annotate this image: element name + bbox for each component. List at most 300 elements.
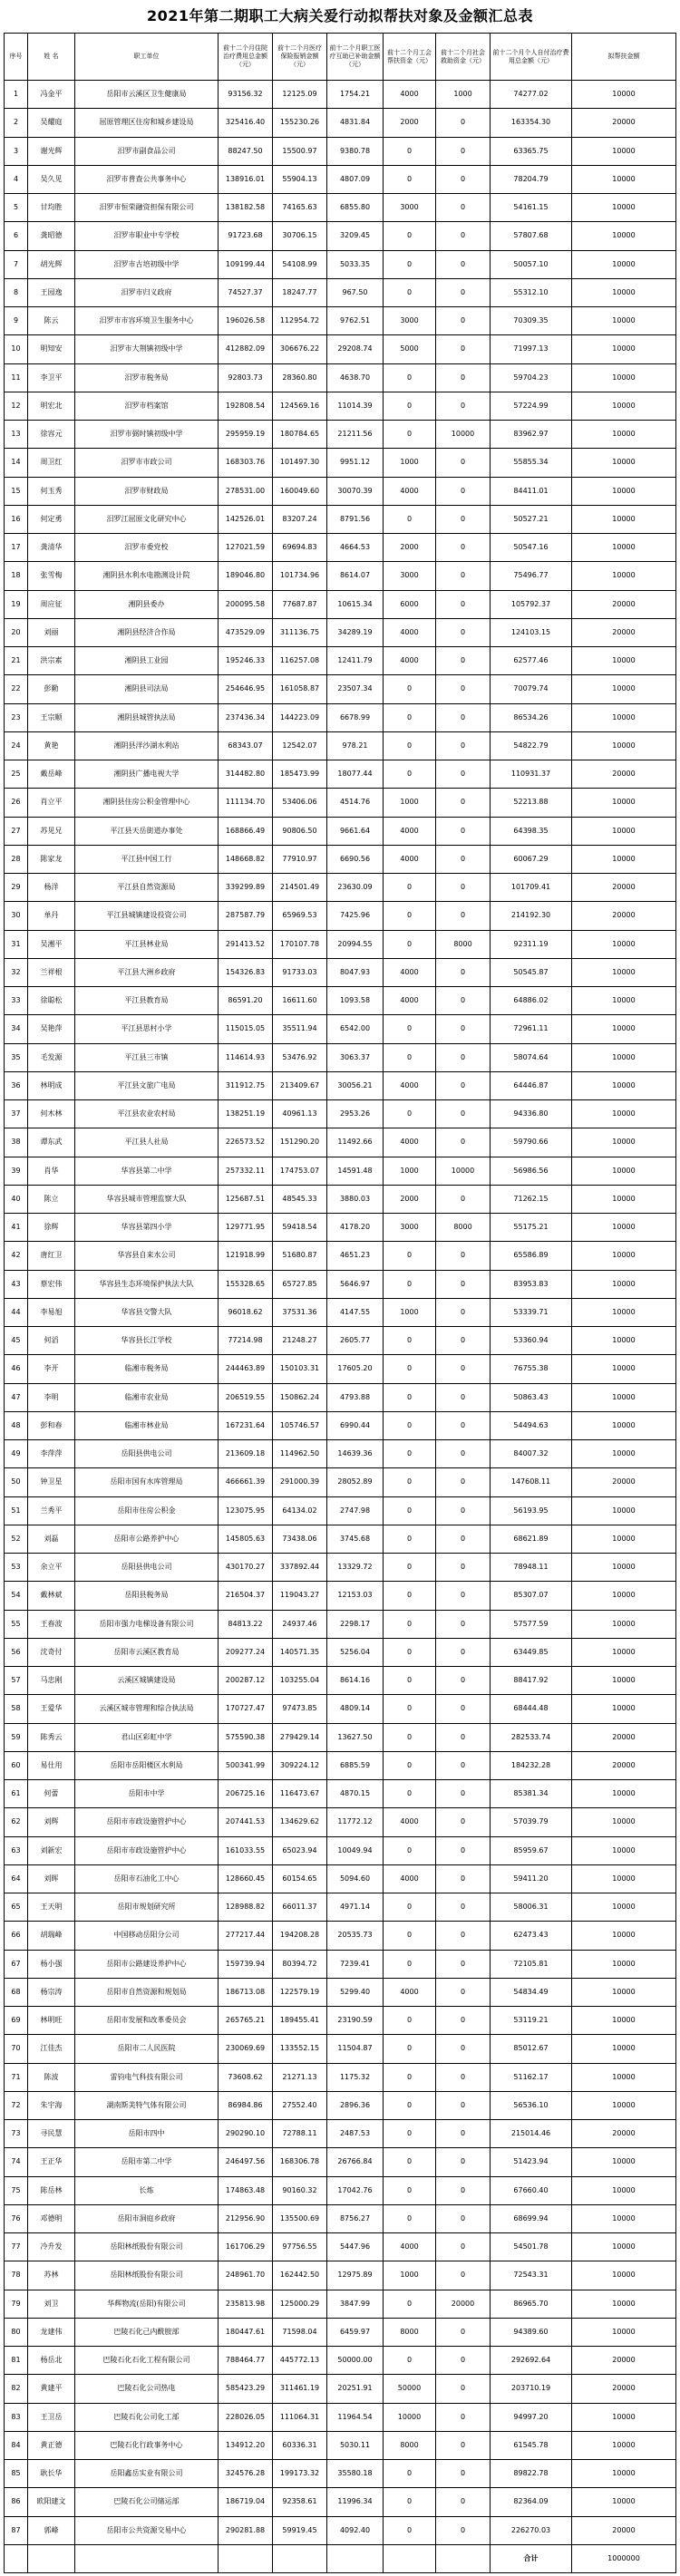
cell-index: 61 [5, 1780, 28, 1808]
cell-index: 3 [5, 138, 28, 166]
cell-index: 85 [5, 2460, 28, 2488]
cell-unit: 巴陵石化行政事务中心 [75, 2432, 219, 2460]
cell-insurance-reimbursed: 144223.09 [273, 704, 327, 732]
cell-self-paid: 64446.87 [491, 1072, 572, 1100]
cell-mutual-aid: 10049.94 [327, 1837, 384, 1865]
cell-social-aid: 0 [436, 2120, 491, 2148]
cell-insurance-reimbursed: 170107.78 [273, 931, 327, 959]
cell-hospital-total: 265765.21 [219, 2007, 273, 2035]
cell-insurance-reimbursed: 114962.50 [273, 1440, 327, 1468]
cell-union-aid: 0 [384, 1893, 436, 1922]
cell-mutual-aid: 1093.58 [327, 987, 384, 1015]
cell-insurance-reimbursed: 90160.32 [273, 2177, 327, 2205]
cell-self-paid: 84411.01 [491, 478, 572, 506]
cell-insurance-reimbursed: 214501.49 [273, 874, 327, 902]
cell-proposed-aid: 10000 [572, 1242, 676, 1270]
cell-self-paid: 64398.35 [491, 818, 572, 846]
cell-insurance-reimbursed: 24937.46 [273, 1611, 327, 1639]
cell-index: 1 [5, 81, 28, 109]
cell-proposed-aid: 10000 [572, 534, 676, 562]
cell-index: 45 [5, 1327, 28, 1355]
cell-self-paid: 94336.80 [491, 1100, 572, 1128]
cell-name: 邓德明 [28, 2205, 75, 2233]
cell-name: 杨岳北 [28, 2347, 75, 2375]
cell-social-aid: 0 [436, 704, 491, 732]
cell-name: 陈家龙 [28, 846, 75, 874]
cell-hospital-total: 121918.99 [219, 1242, 273, 1270]
cell-proposed-aid: 20000 [572, 591, 676, 619]
cell-proposed-aid: 10000 [572, 1044, 676, 1072]
cell-name: 陈立 [28, 1186, 75, 1214]
cell-proposed-aid: 10000 [572, 1893, 676, 1922]
cell-unit: 岳阳市云溪区教育局 [75, 1639, 219, 1667]
cell-index: 15 [5, 478, 28, 506]
cell-social-aid: 0 [436, 874, 491, 902]
cell-union-aid: 4000 [384, 2233, 436, 2261]
cell-social-aid: 0 [436, 2404, 491, 2432]
cell-mutual-aid: 17605.20 [327, 1355, 384, 1383]
cell-insurance-reimbursed: 122579.19 [273, 1979, 327, 2007]
cell-mutual-aid: 30070.39 [327, 478, 384, 506]
cell-proposed-aid: 10000 [572, 1072, 676, 1100]
cell-proposed-aid: 10000 [572, 194, 676, 222]
cell-mutual-aid: 4147.55 [327, 1299, 384, 1327]
cell-insurance-reimbursed: 199173.32 [273, 2460, 327, 2488]
cell-insurance-reimbursed: 77910.97 [273, 846, 327, 874]
table-row [5, 732, 676, 760]
table-row [5, 1582, 676, 1610]
cell-index: 28 [5, 846, 28, 874]
cell-proposed-aid: 10000 [572, 2432, 676, 2460]
cell-union-aid: 50000 [384, 2375, 436, 2403]
cell-self-paid: 68699.94 [491, 2205, 572, 2233]
cell-index: 42 [5, 1242, 28, 1270]
table-row [5, 251, 676, 279]
total-empty-cell [327, 2545, 384, 2573]
cell-proposed-aid: 10000 [572, 1667, 676, 1695]
cell-proposed-aid: 10000 [572, 704, 676, 732]
cell-social-aid: 0 [436, 1865, 491, 1893]
cell-hospital-total: 138251.19 [219, 1100, 273, 1128]
table-row [5, 846, 676, 874]
table-row [5, 279, 676, 307]
cell-self-paid: 68621.89 [491, 1525, 572, 1554]
cell-name: 钟卫星 [28, 1468, 75, 1496]
cell-hospital-total: 109199.44 [219, 251, 273, 279]
table-row [5, 1299, 676, 1327]
cell-self-paid: 59411.20 [491, 1865, 572, 1893]
table-row [5, 1752, 676, 1780]
cell-hospital-total: 500341.99 [219, 1752, 273, 1780]
cell-proposed-aid: 10000 [572, 2177, 676, 2205]
table-row [5, 619, 676, 647]
table-row [5, 2233, 676, 2261]
cell-social-aid: 0 [436, 1525, 491, 1554]
cell-insurance-reimbursed: 111064.31 [273, 2404, 327, 2432]
cell-name: 周应征 [28, 591, 75, 619]
cell-unit: 岳阳林纸股份有限公司 [75, 2261, 219, 2290]
cell-name: 洪宗素 [28, 647, 75, 675]
cell-proposed-aid: 10000 [572, 1440, 676, 1468]
cell-proposed-aid: 10000 [572, 2064, 676, 2092]
cell-name: 黄艳 [28, 732, 75, 760]
cell-name: 李萍萍 [28, 1440, 75, 1468]
cell-hospital-total: 127021.59 [219, 534, 273, 562]
cell-proposed-aid: 10000 [572, 2319, 676, 2347]
cell-proposed-aid: 10000 [572, 2233, 676, 2261]
cell-social-aid: 10000 [436, 421, 491, 449]
table-row [5, 2517, 676, 2545]
cell-index: 51 [5, 1497, 28, 1525]
cell-insurance-reimbursed: 105746.57 [273, 1412, 327, 1440]
cell-name: 林明旺 [28, 2007, 75, 2035]
cell-hospital-total: 196026.58 [219, 307, 273, 335]
cell-self-paid: 85307.07 [491, 1582, 572, 1610]
cell-self-paid: 78204.79 [491, 166, 572, 194]
table-row [5, 166, 676, 194]
cell-social-aid: 0 [436, 1951, 491, 1979]
cell-social-aid: 0 [436, 1780, 491, 1808]
cell-index: 48 [5, 1412, 28, 1440]
cell-hospital-total: 186719.04 [219, 2488, 273, 2516]
total-empty-cell [5, 2545, 28, 2573]
table-row [5, 818, 676, 846]
header-unit: 职工单位 [75, 34, 219, 81]
cell-name: 杨洋 [28, 874, 75, 902]
cell-proposed-aid: 10000 [572, 2460, 676, 2488]
cell-insurance-reimbursed: 15500.97 [273, 138, 327, 166]
cell-name: 吴久见 [28, 166, 75, 194]
table-row [5, 1837, 676, 1865]
cell-social-aid: 0 [436, 1554, 491, 1582]
cell-social-aid: 0 [436, 1384, 491, 1412]
cell-proposed-aid: 10000 [572, 335, 676, 363]
cell-unit: 湘阴县经济合作局 [75, 619, 219, 647]
table-row [5, 562, 676, 590]
cell-proposed-aid: 10000 [572, 675, 676, 703]
cell-self-paid: 54834.49 [491, 1979, 572, 2007]
cell-mutual-aid: 4971.14 [327, 1893, 384, 1922]
cell-social-aid: 0 [436, 2261, 491, 2290]
cell-index: 66 [5, 1922, 28, 1950]
cell-name: 肖立平 [28, 789, 75, 817]
cell-unit: 汨罗市税务局 [75, 364, 219, 392]
cell-union-aid: 0 [384, 1384, 436, 1412]
cell-proposed-aid: 10000 [572, 1157, 676, 1186]
cell-mutual-aid: 3880.03 [327, 1186, 384, 1214]
cell-name: 刘丽 [28, 619, 75, 647]
cell-hospital-total: 84813.22 [219, 1611, 273, 1639]
cell-union-aid: 0 [384, 675, 436, 703]
cell-insurance-reimbursed: 90806.50 [273, 818, 327, 846]
header-self-paid: 前十二个月个人自付治疗费用总金额（元） [491, 34, 572, 81]
cell-unit: 巴陵石化己内酰胺部 [75, 2319, 219, 2347]
cell-name: 彭勤 [28, 675, 75, 703]
cell-proposed-aid: 10000 [572, 1554, 676, 1582]
cell-insurance-reimbursed: 27552.40 [273, 2092, 327, 2120]
cell-self-paid: 83962.97 [491, 421, 572, 449]
header-proposed-aid: 拟帮扶金额 [572, 34, 676, 81]
cell-unit: 湘阴县司法局 [75, 675, 219, 703]
cell-self-paid: 71262.15 [491, 1186, 572, 1214]
cell-social-aid: 0 [436, 1327, 491, 1355]
cell-proposed-aid: 10000 [572, 2261, 676, 2290]
cell-unit: 岳阳市中学 [75, 1780, 219, 1808]
cell-mutual-aid: 13627.50 [327, 1724, 384, 1752]
cell-hospital-total: 257332.11 [219, 1157, 273, 1186]
cell-union-aid: 3000 [384, 562, 436, 590]
cell-name: 王春波 [28, 1611, 75, 1639]
cell-self-paid: 50057.10 [491, 251, 572, 279]
cell-insurance-reimbursed: 337892.44 [273, 1554, 327, 1582]
cell-self-paid: 292692.64 [491, 2347, 572, 2375]
cell-self-paid: 57039.79 [491, 1808, 572, 1836]
cell-self-paid: 147608.11 [491, 1468, 572, 1496]
cell-index: 62 [5, 1808, 28, 1836]
cell-unit: 平江县农业农村局 [75, 1100, 219, 1128]
cell-mutual-aid: 9380.78 [327, 138, 384, 166]
cell-proposed-aid: 10000 [572, 1979, 676, 2007]
cell-insurance-reimbursed: 60154.65 [273, 1865, 327, 1893]
cell-unit: 平江县文旅广电局 [75, 1072, 219, 1100]
cell-proposed-aid: 10000 [572, 2148, 676, 2176]
cell-unit: 岳阳县供电公司 [75, 1554, 219, 1582]
table-row [5, 1667, 676, 1695]
cell-index: 40 [5, 1186, 28, 1214]
cell-name: 何滔 [28, 1327, 75, 1355]
cell-mutual-aid: 14639.36 [327, 1440, 384, 1468]
cell-self-paid: 62577.46 [491, 647, 572, 675]
cell-unit: 汨罗市委党校 [75, 534, 219, 562]
cell-hospital-total: 206725.16 [219, 1780, 273, 1808]
cell-insurance-reimbursed: 55904.13 [273, 166, 327, 194]
cell-union-aid: 0 [384, 874, 436, 902]
page-title: 2021年第二期职工大病关爱行动拟帮扶对象及金额汇总表 [146, 7, 534, 24]
cell-name: 苏林 [28, 2261, 75, 2290]
table-row [5, 647, 676, 675]
cell-insurance-reimbursed: 77687.87 [273, 591, 327, 619]
cell-unit: 平江县天岳街道办事处 [75, 818, 219, 846]
cell-union-aid: 4000 [384, 1072, 436, 1100]
cell-hospital-total: 226573.52 [219, 1128, 273, 1157]
cell-mutual-aid: 8614.07 [327, 562, 384, 590]
cell-social-aid: 0 [436, 1979, 491, 2007]
cell-self-paid: 56536.10 [491, 2092, 572, 2120]
table-row [5, 1440, 676, 1468]
cell-index: 8 [5, 279, 28, 307]
cell-union-aid: 0 [384, 166, 436, 194]
cell-unit: 汨罗市恒荣融资担保有限公司 [75, 194, 219, 222]
cell-insurance-reimbursed: 135500.69 [273, 2205, 327, 2233]
cell-unit: 汨罗市财政局 [75, 478, 219, 506]
cell-insurance-reimbursed: 185473.99 [273, 760, 327, 789]
cell-union-aid: 0 [384, 1667, 436, 1695]
cell-index: 27 [5, 818, 28, 846]
cell-hospital-total: 788464.77 [219, 2347, 273, 2375]
cell-hospital-total: 192808.54 [219, 392, 273, 421]
cell-insurance-reimbursed: 306676.22 [273, 335, 327, 363]
cell-unit: 华容县交警大队 [75, 1299, 219, 1327]
cell-hospital-total: 68343.07 [219, 732, 273, 760]
table-body [5, 81, 676, 2545]
cell-index: 84 [5, 2432, 28, 2460]
cell-insurance-reimbursed: 445772.13 [273, 2347, 327, 2375]
table-row [5, 1554, 676, 1582]
cell-social-aid: 0 [436, 2488, 491, 2516]
cell-self-paid: 55855.34 [491, 449, 572, 477]
cell-index: 25 [5, 760, 28, 789]
cell-proposed-aid: 10000 [572, 1865, 676, 1893]
cell-insurance-reimbursed: 103255.04 [273, 1667, 327, 1695]
cell-proposed-aid: 10000 [572, 1327, 676, 1355]
cell-self-paid: 51162.17 [491, 2064, 572, 2092]
cell-name: 徐聪松 [28, 987, 75, 1015]
cell-self-paid: 50545.87 [491, 959, 572, 987]
cell-social-aid: 0 [436, 392, 491, 421]
cell-name: 陈云 [28, 307, 75, 335]
table-row [5, 1893, 676, 1922]
cell-unit: 平江县人社局 [75, 1128, 219, 1157]
cell-insurance-reimbursed: 74165.63 [273, 194, 327, 222]
cell-hospital-total: 230069.69 [219, 2035, 273, 2063]
table-row [5, 1497, 676, 1525]
table-row [5, 2347, 676, 2375]
cell-unit: 平江县思村小学 [75, 1015, 219, 1043]
cell-proposed-aid: 10000 [572, 2404, 676, 2432]
cell-union-aid: 8000 [384, 2432, 436, 2460]
header-name: 姓 名 [28, 34, 75, 81]
cell-index: 49 [5, 1440, 28, 1468]
table-row [5, 1271, 676, 1299]
cell-hospital-total: 237436.34 [219, 704, 273, 732]
cell-insurance-reimbursed: 124569.16 [273, 392, 327, 421]
cell-union-aid: 0 [384, 1440, 436, 1468]
cell-index: 35 [5, 1044, 28, 1072]
cell-unit: 巴陵石化公司化工部 [75, 2404, 219, 2432]
cell-insurance-reimbursed: 160049.60 [273, 478, 327, 506]
cell-insurance-reimbursed: 311461.19 [273, 2375, 327, 2403]
cell-proposed-aid: 10000 [572, 931, 676, 959]
cell-mutual-aid: 13329.72 [327, 1554, 384, 1582]
cell-union-aid: 0 [384, 1525, 436, 1554]
table-row [5, 1015, 676, 1043]
table-row [5, 2035, 676, 2063]
cell-social-aid: 0 [436, 818, 491, 846]
cell-social-aid: 0 [436, 1015, 491, 1043]
table-row [5, 1780, 676, 1808]
cell-social-aid: 0 [436, 109, 491, 137]
cell-union-aid: 5000 [384, 335, 436, 363]
table-row [5, 1865, 676, 1893]
cell-name: 王卫岳 [28, 2404, 75, 2432]
cell-social-aid: 0 [436, 194, 491, 222]
cell-mutual-aid: 4870.15 [327, 1780, 384, 1808]
cell-hospital-total: 254646.95 [219, 675, 273, 703]
cell-index: 58 [5, 1695, 28, 1723]
cell-social-aid: 0 [436, 2233, 491, 2261]
cell-mutual-aid: 9661.64 [327, 818, 384, 846]
cell-hospital-total: 138182.58 [219, 194, 273, 222]
cell-unit: 临湘市税务局 [75, 1355, 219, 1383]
header-hospital-total: 前十二个月住院治疗费用总金额（元） [219, 34, 273, 81]
cell-unit: 汨罗市古培初级中学 [75, 251, 219, 279]
cell-union-aid: 0 [384, 392, 436, 421]
cell-self-paid: 55175.21 [491, 1214, 572, 1242]
cell-hospital-total: 209277.24 [219, 1639, 273, 1667]
cell-unit: 巴陵石化公司热电 [75, 2375, 219, 2403]
cell-unit: 湘阴县洋沙湖水利站 [75, 732, 219, 760]
cell-social-aid: 0 [436, 1497, 491, 1525]
cell-social-aid: 0 [436, 222, 491, 250]
cell-name: 徐辉 [28, 1214, 75, 1242]
cell-proposed-aid: 10000 [572, 1384, 676, 1412]
table-row [5, 1808, 676, 1836]
cell-unit: 平江县大洲乡政府 [75, 959, 219, 987]
cell-hospital-total: 339299.89 [219, 874, 273, 902]
cell-insurance-reimbursed: 116257.08 [273, 647, 327, 675]
cell-mutual-aid: 4809.14 [327, 1695, 384, 1723]
cell-name: 杨宗涛 [28, 1979, 75, 2007]
cell-name: 李开 [28, 1355, 75, 1383]
table-row [5, 704, 676, 732]
cell-name: 何玉秀 [28, 478, 75, 506]
cell-name: 兰祥根 [28, 959, 75, 987]
cell-hospital-total: 142526.01 [219, 506, 273, 534]
cell-insurance-reimbursed: 162442.50 [273, 2261, 327, 2290]
cell-social-aid: 0 [436, 732, 491, 760]
cell-union-aid: 2000 [384, 1186, 436, 1214]
cell-index: 23 [5, 704, 28, 732]
cell-self-paid: 67660.40 [491, 2177, 572, 2205]
cell-hospital-total: 246497.56 [219, 2148, 273, 2176]
cell-index: 22 [5, 675, 28, 703]
cell-proposed-aid: 10000 [572, 1299, 676, 1327]
table-row [5, 760, 676, 789]
cell-index: 81 [5, 2347, 28, 2375]
cell-proposed-aid: 10000 [572, 1128, 676, 1157]
cell-union-aid: 4000 [384, 1979, 436, 2007]
cell-self-paid: 72105.81 [491, 1951, 572, 1979]
cell-insurance-reimbursed: 311136.75 [273, 619, 327, 647]
total-label: 合计 [491, 2545, 572, 2573]
total-empty-cell [273, 2545, 327, 2573]
cell-social-aid: 0 [436, 166, 491, 194]
table-row [5, 1468, 676, 1496]
cell-unit: 岳阳市规划研究所 [75, 1893, 219, 1922]
cell-social-aid: 0 [436, 534, 491, 562]
cell-social-aid: 0 [436, 647, 491, 675]
cell-name: 吴湘平 [28, 931, 75, 959]
cell-name: 胡瑞峰 [28, 1922, 75, 1950]
cell-insurance-reimbursed: 40961.13 [273, 1100, 327, 1128]
cell-social-aid: 0 [436, 1072, 491, 1100]
cell-mutual-aid: 8791.56 [327, 506, 384, 534]
cell-social-aid: 0 [436, 1440, 491, 1468]
cell-name: 李易旭 [28, 1299, 75, 1327]
cell-index: 86 [5, 2488, 28, 2516]
cell-index: 70 [5, 2035, 28, 2063]
table-row [5, 2261, 676, 2290]
cell-name: 郭峰 [28, 2517, 75, 2545]
cell-social-aid: 10000 [436, 1157, 491, 1186]
table-row [5, 2432, 676, 2460]
cell-unit: 平江县林业局 [75, 931, 219, 959]
cell-self-paid: 85381.34 [491, 1780, 572, 1808]
table-row [5, 1044, 676, 1072]
cell-unit: 岳阳市岳阳楼区水利局 [75, 1752, 219, 1780]
header-social-aid: 前十二个月社会救助资金（元） [436, 34, 491, 81]
cell-union-aid: 0 [384, 1412, 436, 1440]
